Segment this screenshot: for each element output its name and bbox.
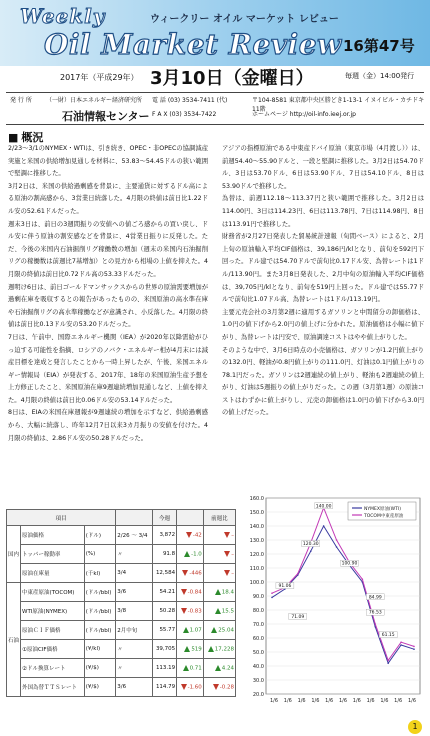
paragraph: 3月2日は、米国の供給過剰感を背景に、主要通貨に対するドル高による原油の割高感から、3営業日続落した。4月限の終値は前日比1.22ドル安の52.61ドルだった。 (8, 182, 208, 215)
y-tick-label: 110.0 (249, 566, 264, 572)
down-triangle-icon (213, 684, 219, 690)
row-change: -1.0 (177, 545, 204, 564)
row-change: -0.83 (177, 602, 204, 621)
row-date: 3/6 (116, 583, 152, 602)
y-tick-label: 150.0 (249, 510, 264, 516)
row-change-2: – (203, 526, 235, 545)
data-point (413, 646, 415, 648)
row-unit: (¥/$) (84, 659, 115, 678)
y-tick-label: 140.0 (249, 524, 264, 530)
y-tick-label: 50.0 (252, 650, 264, 656)
row-date: 〃 (116, 659, 152, 678)
paragraph: 週明け6日は、前日ゴールドマンサックスからの世界の原油需要増加が過剰在庫を吸収するとの報告があったものの、米国原油の高水準在庫や石油掘削リグの高水準稼働などが意識され、小反落した。4月限の終値は前日比0.13ドル安の53.20ドルだった。 (8, 283, 208, 329)
row-value: 91.8 (152, 545, 176, 564)
row-name: 原油在庫量 (21, 564, 85, 583)
data-point (336, 539, 338, 541)
row-name: WTI原油(NYMEX) (21, 602, 85, 621)
overview-right-column (222, 143, 424, 420)
row-name: 外国為替ＴＴＳレート (21, 678, 85, 697)
down-triangle-icon (186, 532, 192, 538)
row-unit: (千kl) (84, 564, 115, 583)
x-tick-label: 1/6 (380, 698, 389, 704)
row-value: 113.19 (152, 659, 176, 678)
y-tick-label: 30.0 (252, 678, 264, 684)
row-name: ①原油CIF価格 (21, 640, 85, 659)
y-tick-label: 120.0 (249, 552, 264, 558)
row-unit: (ドル/bbl) (84, 583, 115, 602)
data-point (362, 578, 364, 580)
paragraph: アジアの指標原油である中東産ドバイ原油（東京市場（4月渡し））は、前週54.40～55.90ドルと、一段と堅調に推移した。3月2日は54.70ドル、3日は53.70ドル、6日は53.90ドル、7日は54.10ドル、8日は53.90ドルで推移した。 (222, 145, 424, 190)
publisher-tel: 電 話 (03) 3534-7411 (代) (152, 97, 228, 104)
row-change: 519 (177, 640, 204, 659)
y-tick-label: 160.0 (249, 496, 264, 502)
row-change-2: 17,228 (203, 640, 235, 659)
table-row (7, 564, 236, 583)
publisher-name: 石油情報センター (62, 110, 150, 123)
divider (6, 124, 424, 125)
row-name: 原油ＣＩＦ価格 (21, 621, 85, 640)
table-row (7, 621, 236, 640)
x-tick-label: 1/6 (394, 698, 403, 704)
data-point (374, 623, 376, 625)
up-triangle-icon (211, 627, 217, 633)
header-date (116, 510, 152, 526)
section-heading: ■ 概況 (8, 129, 43, 145)
row-date: 〃 (116, 640, 152, 659)
y-tick-label: 60.0 (252, 636, 264, 642)
data-point (323, 525, 325, 527)
row-unit: (¥/kl) (84, 640, 115, 659)
x-tick-label: 1/6 (269, 698, 279, 704)
row-unit: (ドル/bbl) (84, 602, 115, 621)
price-table (6, 509, 236, 697)
frequency-label: 毎週（金）14:00発行 (345, 72, 415, 80)
down-triangle-icon (181, 589, 187, 595)
up-triangle-icon (215, 608, 221, 614)
masthead (0, 0, 430, 66)
publisher-address: 〒104-8581 東京都中央区勝どき1-13-1 イヌイビル・カチドキ11階 (252, 97, 425, 113)
table-row (7, 526, 236, 545)
row-date: 3/4 (116, 564, 152, 583)
x-tick-label: 1/6 (407, 698, 417, 704)
x-tick-label: 1/6 (325, 698, 334, 704)
data-point (310, 550, 312, 552)
row-unit: (%) (84, 545, 115, 564)
section-cell: 国内 (7, 526, 21, 583)
row-date: 3/6 (116, 678, 152, 697)
data-point (413, 648, 415, 650)
masthead-weekly: Weekly (20, 4, 106, 28)
down-triangle-icon (224, 532, 230, 538)
down-triangle-icon (181, 684, 187, 690)
x-tick-label: 1/6 (283, 698, 292, 704)
x-tick-label: 1/6 (366, 698, 375, 704)
row-change: 0.71 (177, 659, 204, 678)
data-point (336, 546, 338, 548)
y-tick-label: 20.0 (252, 692, 264, 698)
data-point (271, 597, 273, 599)
data-point (400, 644, 402, 646)
down-triangle-icon (224, 551, 230, 557)
y-tick-label: 130.0 (249, 538, 264, 544)
down-triangle-icon (182, 570, 188, 576)
up-triangle-icon (184, 646, 190, 652)
annotation-label: 84.99 (368, 595, 382, 601)
table-row (7, 678, 236, 697)
data-point (387, 660, 389, 662)
x-tick-label: 1/6 (311, 698, 320, 704)
row-name: 中東産原油(TOCOM) (21, 583, 85, 602)
up-triangle-icon (215, 589, 221, 595)
row-change: -42 (177, 526, 204, 545)
data-point (400, 641, 402, 643)
legend-label: TOCOM中東産原油 (364, 514, 404, 519)
paragraph: 7日は、午前中、国際エネルギー機関（IEA）が2020年以降需給がひっ迫する可能性を指摘、ロシアのノバク・エネルギー相が4月末には減産目標を達成と発言したことから一時上昇したが、午後、米国エネルギー情報局（EIA）が発表する、2017年、18年の米国原油生産予想を上方修正したこと、米国原油在庫9週連続増加見通しなど、上値を抑えた。4月限の終値は前日比0.06ドル安の53.14ドルだった。 (8, 333, 208, 404)
y-tick-label: 70.0 (252, 622, 264, 628)
publisher-web[interactable]: ホームページ http://oil-info.ieej.or.jp (252, 111, 356, 118)
data-point (271, 592, 273, 594)
publisher-org: （一財）日本エネルギー経済研究所 (46, 97, 143, 104)
up-triangle-icon (184, 551, 190, 557)
row-value: 3,872 (152, 526, 176, 545)
header-current: 今週 (152, 510, 176, 526)
header-blank (177, 510, 204, 526)
paragraph: 財務省が2月27日発表した貿易統計速報（旬間ベース）によると、2月上旬の原油輸入平均CIF価格は、39,186円/klとなり、前旬を592円下回った。ドル建では54.70ドルで前旬比0.17ドル安、為替レートは1ドル/113.90円。また3月8日発表した、2月中旬の原油輸入平均CIF価格は、39,705円/klとなり、前旬を519円上回った。ドル建では55.77ドルで前旬比1.07ドル高、為替レートは1ドル/113.19円。 (222, 233, 424, 304)
masthead-title: Oil Market Review (44, 28, 342, 61)
header-change: 前週比 (203, 510, 235, 526)
up-triangle-icon (208, 646, 214, 652)
row-unit: (¥/$) (84, 678, 115, 697)
row-date: 2/26 ～ 3/4 (116, 526, 152, 545)
row-unit: (ドル/bbl) (84, 621, 115, 640)
x-tick-label: 1/6 (352, 698, 361, 704)
up-triangle-icon (215, 665, 221, 671)
annotation-label: 76.53 (368, 610, 382, 616)
annotation-label: 120.30 (302, 542, 319, 548)
divider (6, 92, 424, 93)
row-change: -0.84 (177, 583, 204, 602)
row-value: 54.21 (152, 583, 176, 602)
x-tick-label: 1/6 (338, 698, 348, 704)
row-date: 2月中旬 (116, 621, 152, 640)
annotation-label: 140.00 (315, 504, 332, 510)
annotation-label: 91.06 (278, 584, 292, 590)
paragraph: 週末3日は、前日の3週間振りの安値への値ごろ感からの買い戻し、ドル安に伴う原油の割安感などを背景に、4営業日振りに反発した。ただ、今後の米国内石油掘削リグ稼働数の増加（週末の米国内石油掘削リグの稼働数は前週比7基増加）との見方から相場の上値を抑えた。4月限の終値は前日比0.72ドル高の53.33ドルだった。 (8, 220, 208, 278)
row-change-2: 18.4 (203, 583, 235, 602)
row-unit: (ドル) (84, 526, 115, 545)
up-triangle-icon (183, 665, 189, 671)
row-name: 原油価格 (21, 526, 85, 545)
issue-date: 3月10日（金曜日） (150, 68, 314, 89)
data-point (387, 662, 389, 664)
page-number: 1 (408, 720, 422, 734)
x-tick-label: 1/6 (297, 698, 306, 704)
publisher-label: 発 行 所 (10, 97, 32, 104)
row-change-2: – (203, 545, 235, 564)
paragraph: 8日は、EIAの米国在庫週報が9週連続の増加を示すなど、供給過剰感から、大幅に続落し、昨年12月7日以来3カ月振りの安値を付けた。4月限の終値は、2.86ドル安の50.28ドルだった。 (8, 409, 208, 442)
issue-number: 16第47号 (343, 37, 415, 55)
table-row (7, 602, 236, 621)
row-value: 39,705 (152, 640, 176, 659)
down-triangle-icon (181, 608, 187, 614)
row-change: 1.07 (177, 621, 204, 640)
row-value: 50.28 (152, 602, 176, 621)
publisher-fax: F A X (03) 3534-7422 (152, 111, 217, 118)
table-row (7, 640, 236, 659)
y-tick-label: 40.0 (252, 664, 264, 670)
row-value: 12,584 (152, 564, 176, 583)
annotation-label: 100.90 (341, 561, 358, 567)
row-change-2: -0.28 (203, 678, 235, 697)
row-date: 〃 (116, 545, 152, 564)
row-value: 55.77 (152, 621, 176, 640)
row-value: 114.79 (152, 678, 176, 697)
annotation-label: 61.15 (381, 633, 395, 639)
table-row (7, 659, 236, 678)
data-point (297, 573, 299, 575)
paragraph: 主要元売会社の3月第2週に適用するガソリンと中間留分の卸価格は、1.0円の値下げから2.0円の値上げに分かれた。原油価格は小幅に値下がり、為替レートは円安で、原油調達コストはやや値上がりした。 (222, 308, 424, 341)
row-change-2: 25.04 (203, 621, 235, 640)
row-change: -446 (177, 564, 204, 583)
y-tick-label: 90.0 (252, 594, 264, 600)
legend-label: NYMEX原油(WTI) (364, 507, 401, 512)
row-change: -1.60 (177, 678, 204, 697)
paragraph: そのような中で、3月6日時点の小売価格は、ガソリンが1.2円値上がりの132.0円、軽油が0.8円値上がりの111.0円、灯油は0.1円値上がりの78.1円だった。ガソリンは2週連続の値上がり、軽油も2週連続の値上がり、灯油は5週振りの値上がりだった。この週（3月第1週）の原油コストはわずかに値上がりし、元売の卸価格は1.0円の値下げから3.0円の値上げだった。 (222, 346, 424, 417)
row-name: ②ドル換算レート (21, 659, 85, 678)
row-name: トッパー稼動率 (21, 545, 85, 564)
row-change-2: – (203, 564, 235, 583)
annotation-label: 71.09 (291, 614, 305, 620)
row-change-2: 4.24 (203, 659, 235, 678)
y-tick-label: 100.0 (249, 580, 264, 586)
overview-left-column (8, 143, 208, 445)
y-tick-label: 80.0 (252, 608, 264, 614)
down-triangle-icon (224, 570, 230, 576)
table-row (7, 583, 236, 602)
header-item: 項目 (7, 510, 116, 526)
section-cell: 石油 (7, 583, 21, 697)
year-label: 2017年（平成29年） (60, 73, 139, 82)
masthead-jp-title: ウィークリー オイル マーケット レビュー (150, 14, 339, 25)
up-triangle-icon (183, 627, 189, 633)
table-row (7, 545, 236, 564)
paragraph: 2/23～3/1のNYMEX・WTIは、引き続き、OPEC・非OPECの協調減産実施と米国の供給増加見通しを材料に、53.83～54.45ドルの狭い範囲で堅調に推移した。 (8, 145, 208, 178)
paragraph: 為替は、前週112.18～113.37円と狭い範囲で推移した。3月2日は114.00円、3日は114.23円、6日は113.78円、7日は114.98円、8日は113.91円で推移した。 (222, 195, 424, 228)
row-date: 3/8 (116, 602, 152, 621)
table-header-row (7, 510, 236, 526)
row-change-2: 15.5 (203, 602, 235, 621)
price-chart (236, 494, 428, 712)
